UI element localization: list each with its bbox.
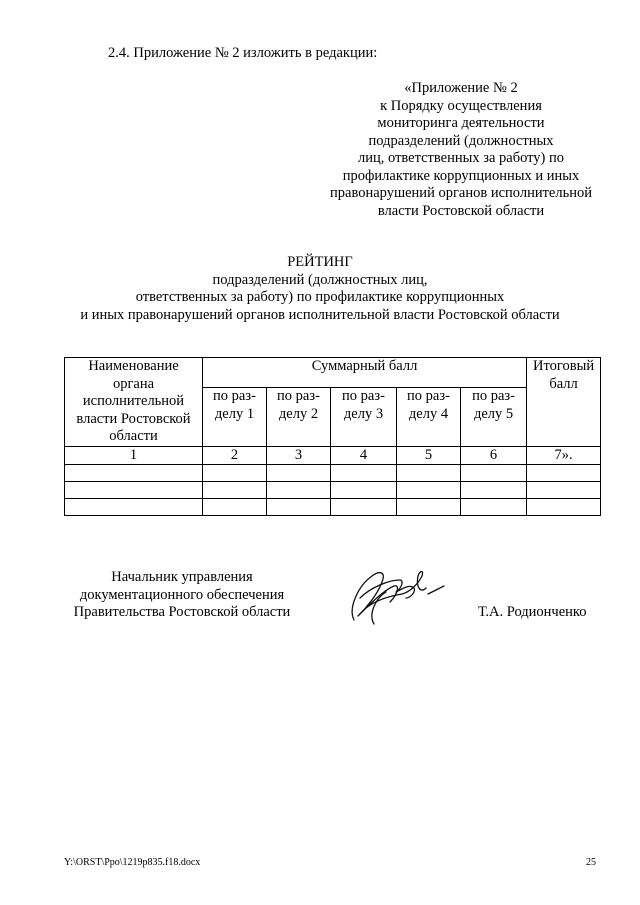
rating-subtitle-line: и иных правонарушений органов исполнительной власти Ростовской области <box>80 306 560 323</box>
column-number: 4 <box>331 446 397 465</box>
empty-row <box>65 499 601 516</box>
header-line: органа <box>112 375 155 392</box>
page-number: 25 <box>586 857 596 868</box>
appendix-line: профилактике коррупционных и иных <box>342 167 580 184</box>
header-line: власти Ростовской <box>76 410 191 427</box>
column-number: 7». <box>527 446 601 465</box>
header-line: Итоговый <box>533 358 595 374</box>
appendix-line: лиц, ответственных за работу) по <box>358 150 564 166</box>
empty-row <box>65 482 601 499</box>
rating-title: РЕЙТИНГ <box>287 254 353 270</box>
column-number-row <box>65 446 601 465</box>
section-5-header: по раз- делу 5 <box>461 388 527 446</box>
sum-score-header: Суммарный балл <box>203 358 527 388</box>
signer-name: Т.А. Родионченко <box>478 604 587 620</box>
column-number: 3 <box>267 446 331 465</box>
signer-line: документационного обеспечения <box>79 586 285 603</box>
appendix-line: мониторинга деятельности <box>377 115 545 131</box>
clause-text: 2.4. Приложение № 2 изложить в редакции: <box>108 45 378 61</box>
total-score-header <box>527 358 601 447</box>
table-header-row <box>65 358 601 388</box>
appendix-line: «Приложение № 2 <box>404 80 518 96</box>
column-number: 1 <box>65 446 203 465</box>
header-line: исполнительной <box>82 393 185 409</box>
header-line: Наименование <box>88 358 179 374</box>
column-number: 5 <box>397 446 461 465</box>
rating-subtitle-line: подразделений (должностных лиц, <box>212 271 428 288</box>
section-1-header: по раз- делу 1 <box>203 388 267 446</box>
appendix-heading <box>330 80 592 220</box>
column-number: 2 <box>203 446 267 465</box>
appendix-line: правонарушений органов исполнительной <box>330 185 592 201</box>
rating-subtitle-line: ответственных за работу) по профилактике коррупционных <box>135 289 505 305</box>
appendix-line: подразделений (должностных <box>368 132 554 149</box>
section-3-header: по раз- делу 3 <box>331 388 397 446</box>
org-name-header <box>65 358 203 447</box>
rating-table <box>64 357 601 516</box>
header-line: балл <box>549 375 578 392</box>
signer-position <box>64 569 300 622</box>
footer-file-path: Y:\ORST\Ppo\1219p835.f18.docx <box>64 857 201 868</box>
appendix-line: к Порядку осуществления <box>380 97 542 114</box>
rating-title-block <box>40 254 600 324</box>
section-4-header: по раз- делу 4 <box>397 388 461 446</box>
signer-line: Начальник управления <box>111 569 253 585</box>
column-number: 6 <box>461 446 527 465</box>
appendix-line: власти Ростовской области <box>377 202 545 219</box>
section-2-header: по раз- делу 2 <box>267 388 331 446</box>
handwritten-signature <box>340 558 450 630</box>
header-line: области <box>109 428 158 444</box>
empty-row <box>65 465 601 482</box>
signer-line: Правительства Ростовской области <box>73 604 291 620</box>
